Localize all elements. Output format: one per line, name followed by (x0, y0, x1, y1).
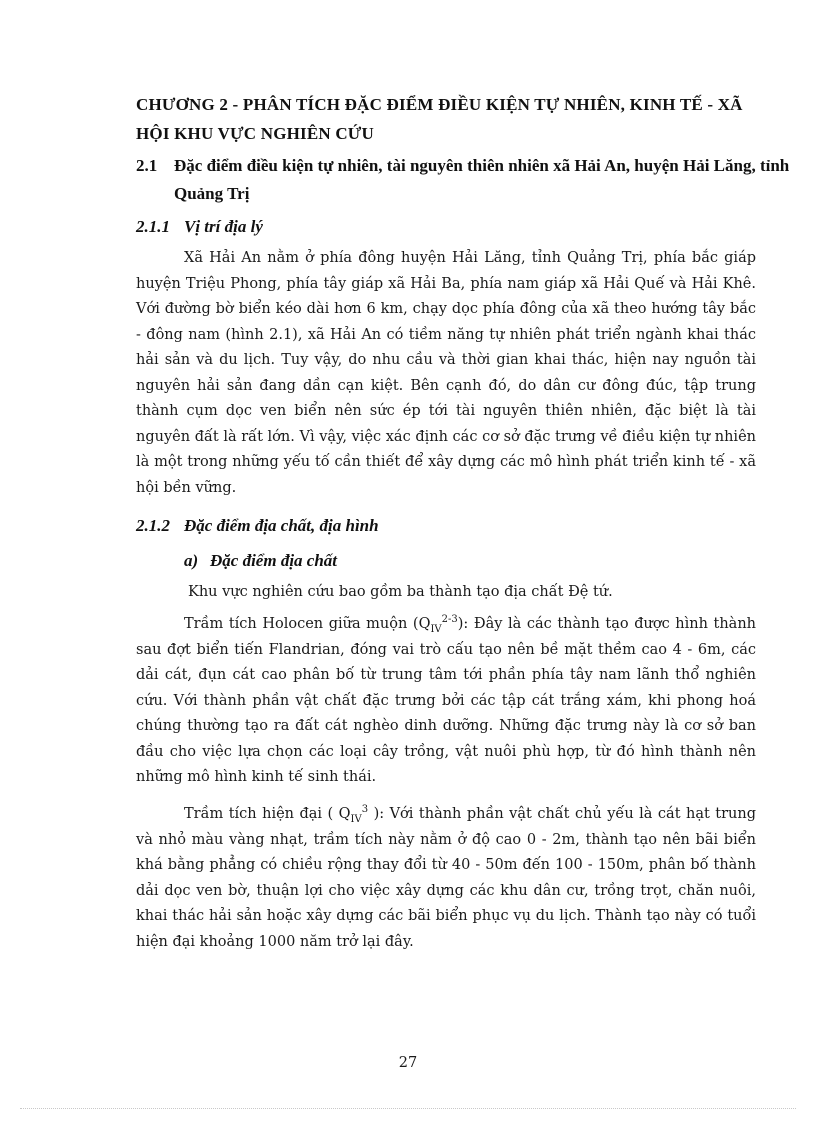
section-2-1-2-title: Đặc điểm địa chất, địa hình (184, 516, 379, 535)
page-number: 27 (398, 1055, 418, 1071)
section-2-1-1-number: 2.1.1 (136, 217, 170, 236)
holocen-subscript: IV (430, 623, 442, 635)
chapter-title: CHƯƠNG 2 - PHÂN TÍCH ĐẶC ĐIỂM ĐIỀU KIỆN TỰ NHIÊN, KINH TẾ - XÃ HỘI KHU VỰC NGHIÊN CỨU (136, 95, 743, 143)
section-2-1-title: Đặc điểm điều kiện tự nhiên, tài nguyên thiên nhiên xã Hải An, huyện Hải Lăng, tỉnh Quảng Trị (174, 156, 790, 203)
modern-subscript: IV (350, 813, 362, 825)
geology-intro: Khu vực nghiên cứu bao gồm ba thành tạo địa chất Đệ tứ. (188, 584, 613, 600)
holocen-text: ): Đây là các thành tạo được hình thành sau đợt biển tiến Flandrian, đóng vai trò cấu tạo nên bề mặt thềm cao 4 - 6m, các dải cát, đụn cát cao phân bố từ trung tâm tới phần phía tây nam lãnh thổ nghiên cứu. Với thành phần vật chất đặc trưng bởi các tập cát trắng xám, khi phong hoá chúng thường tạo ra đất cát nghèo dinh dưỡng. Những đặc trưng này là cơ sở ban đầu cho việc lựa chọn các loại cây trồng, vật nuôi phù hợp, từ đó hình thành nên những mô hình kinh tế sinh thái. (136, 616, 756, 785)
holocen-paragraph (136, 612, 756, 791)
item-a-title: Đặc điểm địa chất (210, 551, 338, 570)
section-2-1-1-heading (136, 214, 756, 240)
item-a-heading (184, 548, 744, 574)
location-paragraph: Xã Hải An nằm ở phía đông huyện Hải Lăng, tỉnh Quảng Trị, phía bắc giáp huyện Triệu Phong, phía tây giáp xã Hải Ba, phía nam giáp xã Hải Quế và Hải Khê. Với đường bờ biển kéo dài hơn 6 km, chạy dọc phía đông của xã theo hướng tây bắc - đông nam (hình 2.1), xã Hải An có tiềm năng tự nhiên phát triển ngành khai thác hải sản và du lịch. Tuy vậy, do nhu cầu và thời gian khai thác, hiện nay nguồn tài nguyên hải sản đang dần cạn kiệt. Bên cạnh đó, do dân cư đông đúc, tập trung thành cụm dọc ven biển nên sức ép tới tài nguyên thiên nhiên, đặc biệt là tài nguyên đất là rất lớn. Vì vậy, việc xác định các cơ sở đặc trưng về điều kiện tự nhiên là một trong những yếu tố cần thiết để xây dựng các mô hình phát triển kinh tế - xã hội bền vững. (136, 250, 756, 496)
section-2-1-number: 2.1 (136, 156, 158, 175)
holocen-lead: Trầm tích Holocen giữa muộn (Q (184, 616, 431, 632)
modern-sediment-paragraph (136, 802, 756, 955)
section-2-1-heading (136, 152, 794, 208)
page-bottom-divider (20, 1108, 796, 1109)
section-2-1-2-heading (136, 513, 756, 539)
section-2-1-2-number: 2.1.2 (136, 516, 170, 535)
modern-lead: Trầm tích hiện đại ( Q (184, 806, 351, 822)
section-2-1-1-title: Vị trí địa lý (184, 217, 263, 236)
modern-superscript: 3 (361, 804, 369, 816)
holocen-superscript: 2-3 (441, 614, 458, 626)
modern-text: ): Với thành phần vật chất chủ yếu là cát hạt trung và nhỏ màu vàng nhạt, trầm tích này nằm ở độ cao 0 - 2m, thành tạo nên bãi biển khá bằng phẳng có chiều rộng thay đổi từ 40 - 50m đến 100 - 150m, phân bố thành dải dọc ven bờ, thuận lợi cho việc xây dựng các khu dân cư, trồng trọt, chăn nuôi, khai thác hải sản hoặc xây dựng các bãi biển phục vụ du lịch. Thành tạo này có tuổi hiện đại khoảng 1000 năm trở lại đây. (136, 806, 756, 950)
item-a-mark: a) (184, 551, 199, 570)
